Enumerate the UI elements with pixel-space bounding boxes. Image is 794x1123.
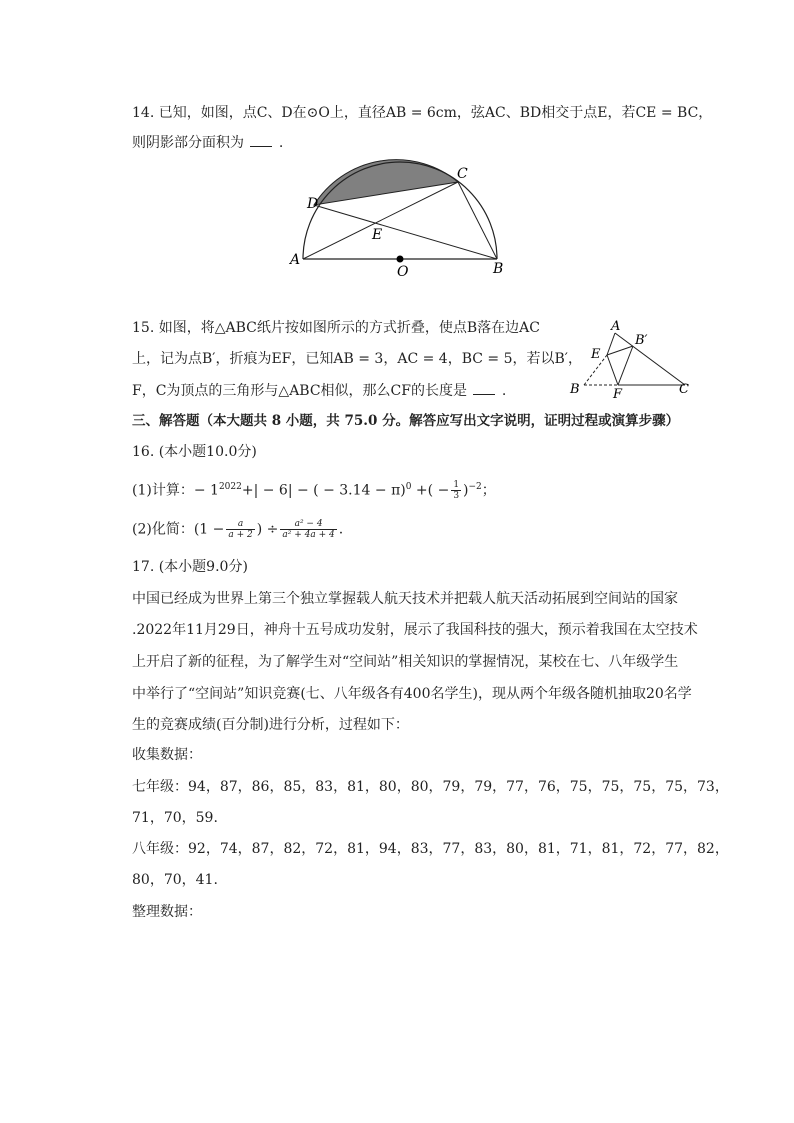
q16-heading: 16. (本小题10.0分): [132, 444, 257, 460]
q16-part1-expr-c: +( −: [411, 482, 450, 499]
q14-line2-suffix: .: [278, 135, 284, 151]
q14-line2-prefix: 则阴影部分面积为: [132, 135, 244, 151]
side-BA-upper: [607, 333, 615, 355]
q15-line2: 上，记为点B′，折痕为EF，已知AB = 3，AC = 4，BC = 5，若以B′，: [132, 351, 582, 367]
figure-15-folded-triangle: [562, 318, 702, 400]
label-C-15: C: [679, 382, 689, 397]
fraction-a-over-a-plus-2: [226, 519, 254, 540]
q15-line3-suffix: .: [501, 383, 507, 399]
q16-part1-expr-a: − 1: [193, 482, 219, 499]
organize-data-label: 整理数据：: [132, 904, 202, 920]
center-O-dot: [397, 256, 404, 263]
q15-line1: 15. 如图，将△ABC纸片按如图所示的方式折叠，使点B落在边AC: [132, 320, 540, 336]
q15-line3: [132, 381, 506, 401]
answer-blank-14: [250, 134, 272, 147]
q16-part2-end: .: [338, 521, 344, 538]
q16-part1-end: ；: [481, 482, 496, 499]
q16-part1-label: (1)计算：: [132, 482, 194, 499]
grade8-data-line-2: 80，70，41.: [132, 872, 218, 888]
frac2-den: a² + 4a + 4: [282, 530, 335, 540]
q16-part2-open: (1 −: [193, 521, 225, 538]
q16-part2-mid: ) ÷: [256, 521, 279, 538]
q17-para-line-5: 生的竞赛成绩(百分制)进行分析，过程如下：: [132, 717, 409, 733]
shaded-segment: [314, 160, 458, 205]
label-Bp-15: B′: [635, 333, 648, 348]
q16-part1: [132, 477, 496, 501]
label-O: O: [397, 264, 409, 280]
label-A: A: [290, 252, 301, 268]
label-A-15: A: [611, 319, 621, 334]
label-D: D: [307, 196, 319, 212]
q16-part2: [132, 519, 343, 540]
label-E: E: [372, 227, 383, 243]
label-E-15: E: [591, 347, 601, 362]
section-heading: 三、解答题（本大题共 8 小题，共 75.0 分。解答应写出文字说明，证明过程或演算步骤）: [132, 413, 680, 429]
q17-para-line-3: 上开启了新的征程，为了解学生对“空间站”相关知识的掌握情况，某校在七、八年级学生: [132, 654, 679, 670]
q16-exp-neg2: −2: [468, 482, 482, 492]
q16-exp-0: 0: [405, 482, 412, 492]
q14-line1: 14. 已知，如图，点C、D在⊙O上，直径AB = 6cm，弦AC、BD相交于点E，若CE = BC，: [132, 105, 713, 121]
segment-FBp: [618, 346, 633, 385]
q16-part2-label: (2)化简：: [132, 521, 194, 538]
frac1-num: a: [226, 519, 254, 530]
segment-BC: [458, 182, 497, 259]
grade7-data-line-2: 71，70，59.: [132, 810, 218, 826]
frac-den: 3: [453, 491, 460, 502]
q16-part1-expr-d: ): [463, 482, 469, 499]
answer-blank-15: [473, 382, 495, 395]
figure-14-semicircle: [280, 158, 520, 283]
segment-EBp: [607, 346, 633, 355]
q17-para-line-4: 中举行了“空间站”知识竞赛(七、八年级各有400名学生)，现从两个年级各随机抽取20名学: [132, 686, 692, 702]
grade7-data-line-1: 七年级：94，87，86，85，83，81，80，80，79，79，77，76，75，75，75，75，73，: [132, 779, 729, 795]
fraction-one-third: [451, 480, 461, 501]
q17-heading: 17. (本小题9.0分): [132, 559, 248, 575]
q15-line3-prefix: F，C为顶点的三角形与△ABC相似，那么CF的长度是: [132, 383, 467, 399]
grade8-data-line-1: 八年级：92，74，87，82，72，81，94，83，77，83，80，81，71，81，72，77，82，: [132, 841, 729, 857]
crease-EF: [607, 355, 618, 385]
label-F-15: F: [613, 387, 623, 400]
q14-line2: [132, 133, 283, 153]
frac2-num: a² − 4: [280, 519, 336, 530]
q17-para-line-2: .2022年11月29日，神舟十五号成功发射，展示了我国科技的强大，预示着我国在太空技术: [132, 622, 698, 638]
fraction-a2-4-over-a2-4a-4: [280, 519, 336, 540]
q17-para-line-1: 中国已经成为世界上第三个独立掌握载人航天技术并把载人航天活动拓展到空间站的国家: [132, 591, 678, 607]
label-C: C: [457, 166, 468, 182]
collect-data-label: 收集数据：: [132, 747, 202, 763]
label-B: B: [493, 261, 504, 277]
chord-BD: [314, 205, 497, 259]
frac1-den: a + 2: [228, 530, 253, 540]
frac-num: 1: [453, 480, 460, 491]
side-AC: [615, 333, 685, 385]
label-B-15: B: [570, 382, 580, 397]
q16-part1-expr-b: +| − 6| − ( − 3.14 − π): [241, 482, 406, 499]
q16-exp-2022: 2022: [218, 482, 242, 492]
